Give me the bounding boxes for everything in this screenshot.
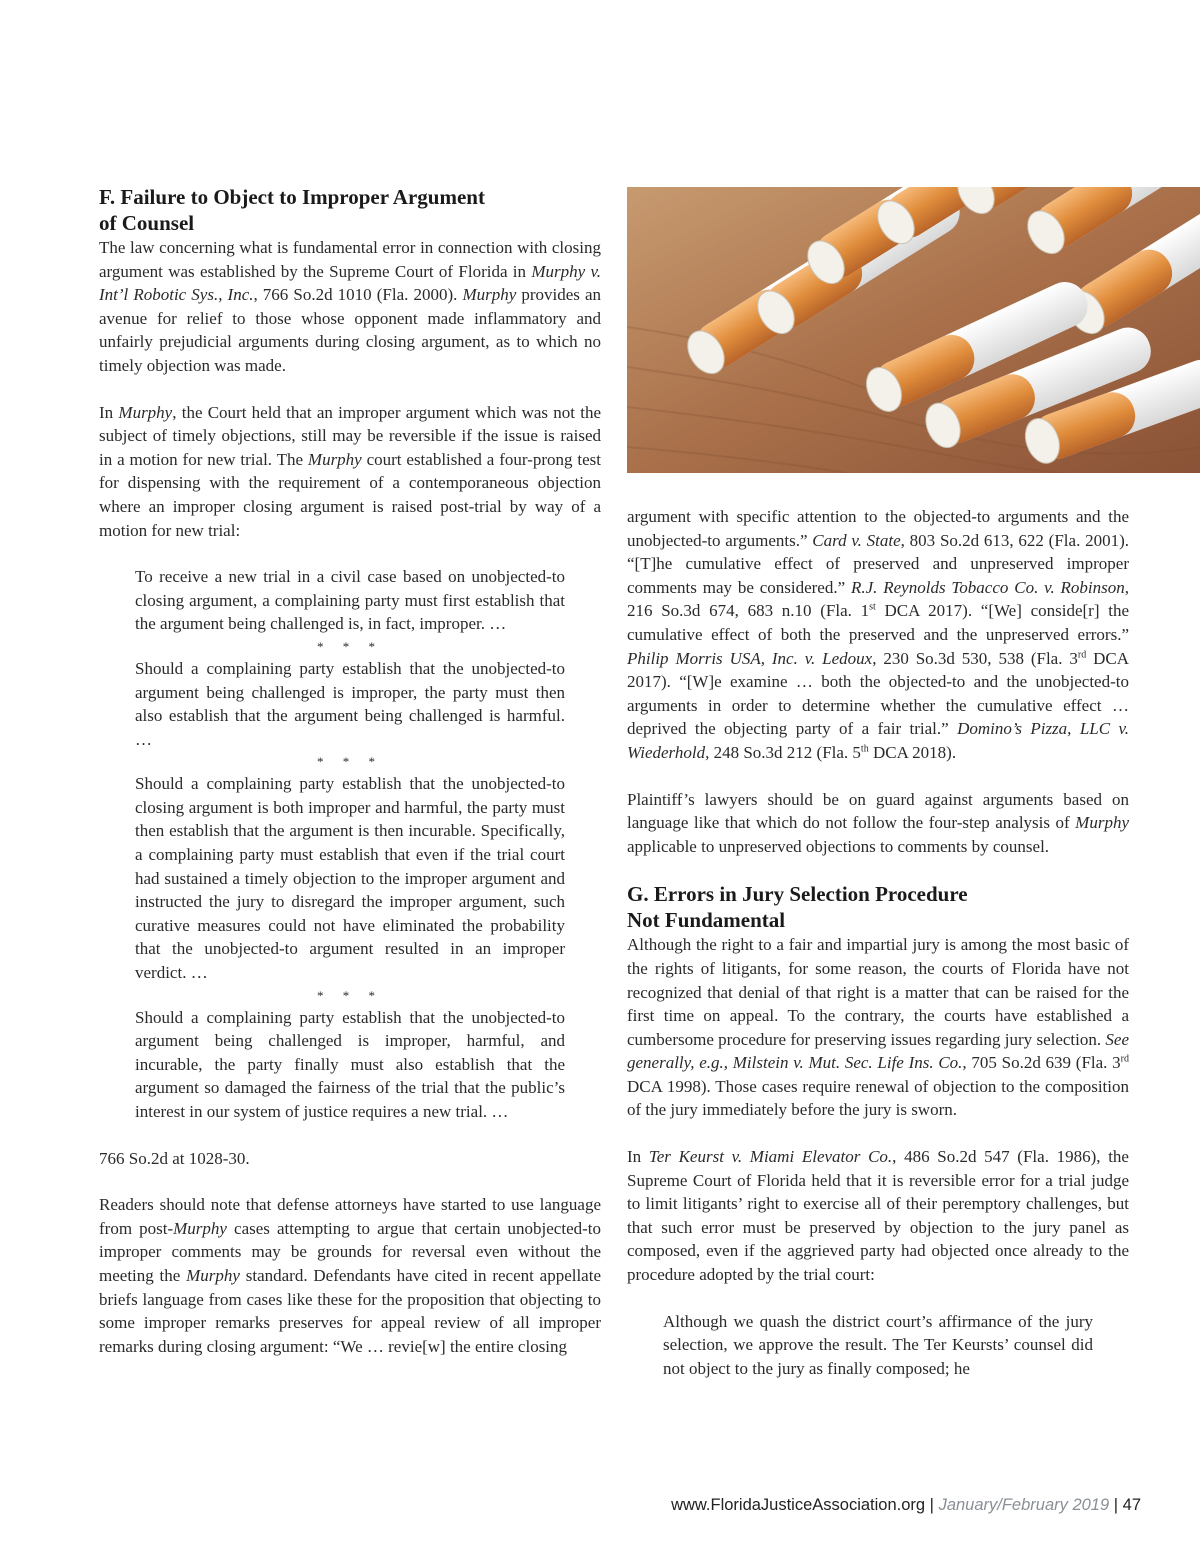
right-column bbox=[627, 505, 1129, 1380]
quote-prong-3: Should a complaining party establish that the unobjected-to closing argument is both improper and harmful, the party must then establish that the argument is then incurable. Specifically, a complaining party must establish that even if the trial court had sustained a timely objection to the improper argument and instructed the jury to disregard the improper argument, such curative measures could not have eliminated the probability that the unobjected-to argument resulted in an improper verdict. … bbox=[135, 774, 565, 983]
section-break-stars: * * * bbox=[317, 754, 383, 770]
left-column bbox=[99, 184, 601, 1358]
footer-issue-date: January/February 2019 bbox=[938, 1496, 1110, 1514]
section-break-stars: * * * bbox=[317, 987, 383, 1003]
ter-keurst-quote: Although we quash the district court’s affirmance of the jury selection, we approve the result. The Ter Keursts’ counsel did not object to the jury as finally composed; he bbox=[663, 1311, 1093, 1378]
section-f-paragraph-2: In Murphy, the Court held that an improper argument which was not the subject of timely objections, still may be reversible if the issue is raised in a motion for new trial. The Murphy court established a four-prong test for dispensing with the requirement of a contemporaneous objection where an improper closing argument is raised post-trial by way of a motion for new trial: bbox=[99, 402, 601, 540]
ter-keurst-block-quote bbox=[627, 1310, 1129, 1381]
page-number: 47 bbox=[1122, 1496, 1141, 1514]
section-g-paragraph-2: In Ter Keurst v. Miami Elevator Co., 486 So.2d 547 (Fla. 1986), the Supreme Court of Florida held that it is reversible error for a trial judge to limit litigants’ right to exercise all of their peremptory challenges, but that such error must be preserved by objection to the jury panel as composed, even if the aggrieved party had objected once already to the procedure adopted by the trial court: bbox=[627, 1147, 1129, 1285]
citation: 766 So.2d at 1028-30. bbox=[99, 1148, 250, 1168]
quote-prong-4: Should a complaining party establish that the unobjected-to argument being challenged is improper, harmful, and incurable, the party finally must also establish that the argument so damaged the fairness of the trial that the public’s interest in our system of justice requires a new trial. … bbox=[135, 1007, 565, 1121]
section-f-heading: F. Failure to Object to Improper Argument of Counsel bbox=[99, 185, 485, 235]
section-g-paragraph-1: Although the right to a fair and impartial jury is among the most basic of the rights of litigants, for some reason, the courts of Florida have not recognized that denial of that right is a matter that can be raised for the first time on appeal. To the contrary, the courts have established a cumbersome procedure for preserving issues regarding jury selection. See generally, e.g., Milstein v. Mut. Sec. Life Ins. Co., 705 So.2d 639 (Fla. 3rd DCA 1998). Those cases require renewal of objection to the composition of the jury immediately before the jury is sworn. bbox=[627, 935, 1129, 1120]
murphy-block-quote bbox=[99, 565, 601, 1123]
cigarettes-photo bbox=[627, 187, 1200, 473]
quote-prong-1: To receive a new trial in a civil case based on unobjected-to closing argument, a complaining party must first establish that the argument being challenged is, in fact, improper. … bbox=[135, 567, 565, 634]
section-f-paragraph-3: Readers should note that defense attorneys have started to use language from post-Murphy cases attempting to argue that certain unobjected-to improper comments may be grounds for reversal even without the meeting the Murphy standard. Defendants have cited in recent appellate briefs language from cases like these for the proposition that objecting to some improper remarks preserves for appeal review of all improper remarks during closing argument: “We … revie[w] the entire closing bbox=[99, 1195, 602, 1356]
section-break-stars: * * * bbox=[317, 638, 383, 654]
footer-website-link[interactable]: www.FloridaJusticeAssociation.org bbox=[671, 1496, 926, 1514]
page-footer: www.FloridaJusticeAssociation.org | January/February 2019 | 47 bbox=[671, 1496, 1141, 1514]
section-g-heading: G. Errors in Jury Selection Procedure Not Fundamental bbox=[627, 882, 968, 933]
quote-prong-2: Should a complaining party establish that the unobjected-to argument being challenged is improper, the party must then also establish that the argument being challenged is harmful. … bbox=[135, 658, 565, 749]
continued-paragraph: argument with specific attention to the objected-to arguments and the unobjected-to arguments.” Card v. State, 803 So.2d 613, 622 (Fla. 2001). “[T]he cumulative effect of preserved and unpreserved improper comments may be considered.” R.J. Reynolds Tobacco Co. v. Robinson, 216 So.3d 674, 683 n.10 (Fla. 1st DCA 2017). “[We] conside[r] the cumulative effect of both the preserved and the unpreserved errors.” Philip Morris USA, Inc. v. Ledoux, 230 So.3d 530, 538 (Fla. 3rd DCA 2017). “[W]e examine … both the objected-to and the unobjected-to arguments in order to determine whether the cumulative effect … deprived the objecting party of a fair trial.” Domino’s Pizza, LLC v. Wiederhold, 248 So.3d 212 (Fla. 5th DCA 2018). bbox=[627, 507, 1130, 762]
plaintiff-guard-paragraph: Plaintiff’s lawyers should be on guard against arguments based on language like that which do not follow the four-step analysis of Murphy applicable to unpreserved objections to comments by counsel. bbox=[627, 789, 1129, 856]
section-f-paragraph-1: The law concerning what is fundamental error in connection with closing argument was established by the Supreme Court of Florida in Murphy v. Int’l Robotic Sys., Inc., 766 So.2d 1010 (Fla. 2000). Murphy provides an avenue for relief to those whose opponent made inflammatory and unfairly prejudicial arguments during closing argument, as to which no timely objection was made. bbox=[99, 238, 602, 375]
